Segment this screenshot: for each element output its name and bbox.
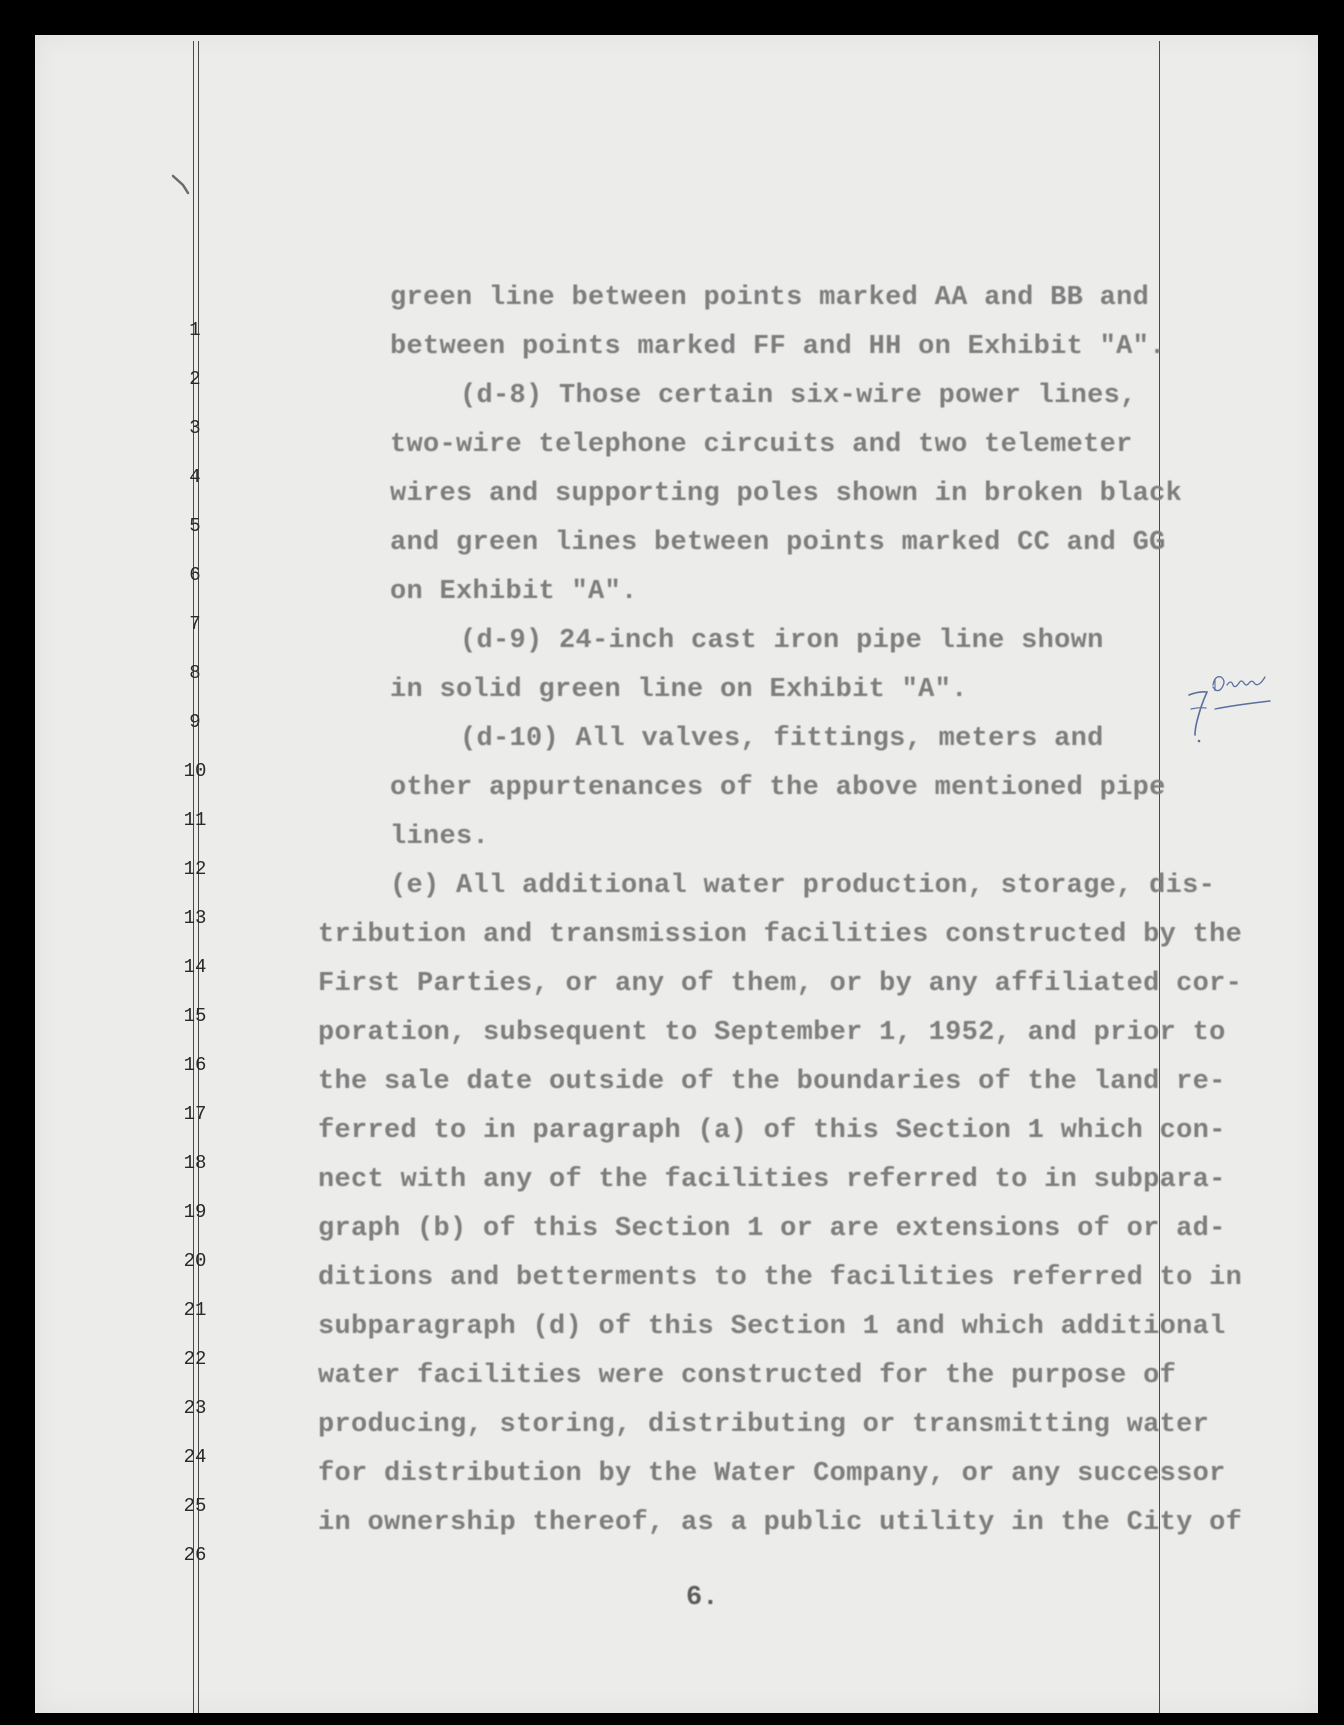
line-number: 21 bbox=[183, 1299, 207, 1321]
body-text-line: ferred to in paragraph (a) of this Section 1 which con- bbox=[318, 1116, 1226, 1146]
line-number: 6 bbox=[189, 564, 201, 586]
body-text-line: (d-8) Those certain six-wire power lines, bbox=[460, 381, 1137, 411]
line-number: 1 bbox=[189, 319, 201, 341]
body-text-line: and green lines between points marked CC and GG bbox=[390, 528, 1166, 558]
line-number: 3 bbox=[189, 417, 201, 439]
body-text-line: two-wire telephone circuits and two telemeter bbox=[390, 430, 1133, 460]
line-number: 13 bbox=[183, 907, 207, 929]
body-text-line: the sale date outside of the boundaries of the land re- bbox=[318, 1067, 1226, 1097]
line-number: 23 bbox=[183, 1397, 207, 1419]
line-number: 26 bbox=[183, 1544, 207, 1566]
line-number: 16 bbox=[183, 1054, 207, 1076]
body-text-line: (e) All additional water production, storage, dis- bbox=[390, 871, 1216, 901]
body-text-line: poration, subsequent to September 1, 1952, and prior to bbox=[318, 1018, 1226, 1048]
body-text-line: other appurtenances of the above mentioned pipe bbox=[390, 773, 1166, 803]
line-number: 9 bbox=[189, 711, 201, 733]
line-number: 10 bbox=[183, 760, 207, 782]
body-text-line: between points marked FF and HH on Exhibit "A". bbox=[390, 332, 1166, 362]
body-text-line: in solid green line on Exhibit "A". bbox=[390, 675, 968, 705]
line-number: 22 bbox=[183, 1348, 207, 1370]
line-number: 20 bbox=[183, 1250, 207, 1272]
line-number: 17 bbox=[183, 1103, 207, 1125]
body-text-line: on Exhibit "A". bbox=[390, 577, 638, 607]
body-text-line: green line between points marked AA and BB and bbox=[390, 283, 1150, 313]
body-text-line: for distribution by the Water Company, or any successor bbox=[318, 1459, 1226, 1489]
body-text-line: water facilities were constructed for the purpose of bbox=[318, 1361, 1177, 1391]
body-text-line: producing, storing, distributing or transmitting water bbox=[318, 1410, 1210, 1440]
body-text-line: (d-9) 24-inch cast iron pipe line shown bbox=[460, 626, 1104, 656]
body-text-line: wires and supporting poles shown in broken black bbox=[390, 479, 1183, 509]
line-number: 8 bbox=[189, 662, 201, 684]
line-number: 11 bbox=[183, 809, 207, 831]
body-text-line: lines. bbox=[390, 822, 490, 852]
line-number: 4 bbox=[189, 466, 201, 488]
body-text-line: First Parties, or any of them, or by any affiliated cor- bbox=[318, 969, 1243, 999]
page-number: 6. bbox=[686, 1583, 719, 1613]
handwritten-annotation bbox=[1175, 665, 1290, 750]
body-text-line: in ownership thereof, as a public utility in the City of bbox=[318, 1508, 1243, 1538]
body-text-line: ditions and betterments to the facilities referred to in bbox=[318, 1263, 1243, 1293]
body-text-line: subparagraph (d) of this Section 1 and which additional bbox=[318, 1312, 1226, 1342]
body-text-line: nect with any of the facilities referred to in subpara- bbox=[318, 1165, 1226, 1195]
line-number: 19 bbox=[183, 1201, 207, 1223]
body-text-line: (d-10) All valves, fittings, meters and bbox=[460, 724, 1104, 754]
line-number: 15 bbox=[183, 1005, 207, 1027]
line-number: 7 bbox=[189, 613, 201, 635]
line-number: 2 bbox=[189, 368, 201, 390]
body-text-line: graph (b) of this Section 1 or are extensions of or ad- bbox=[318, 1214, 1226, 1244]
document-page bbox=[35, 35, 1318, 1713]
line-number: 18 bbox=[183, 1152, 207, 1174]
body-text-line: tribution and transmission facilities constructed by the bbox=[318, 920, 1243, 950]
line-number: 25 bbox=[183, 1495, 207, 1517]
line-number: 24 bbox=[183, 1446, 207, 1468]
line-number: 12 bbox=[183, 858, 207, 880]
line-number: 14 bbox=[183, 956, 207, 978]
line-number: 5 bbox=[189, 515, 201, 537]
